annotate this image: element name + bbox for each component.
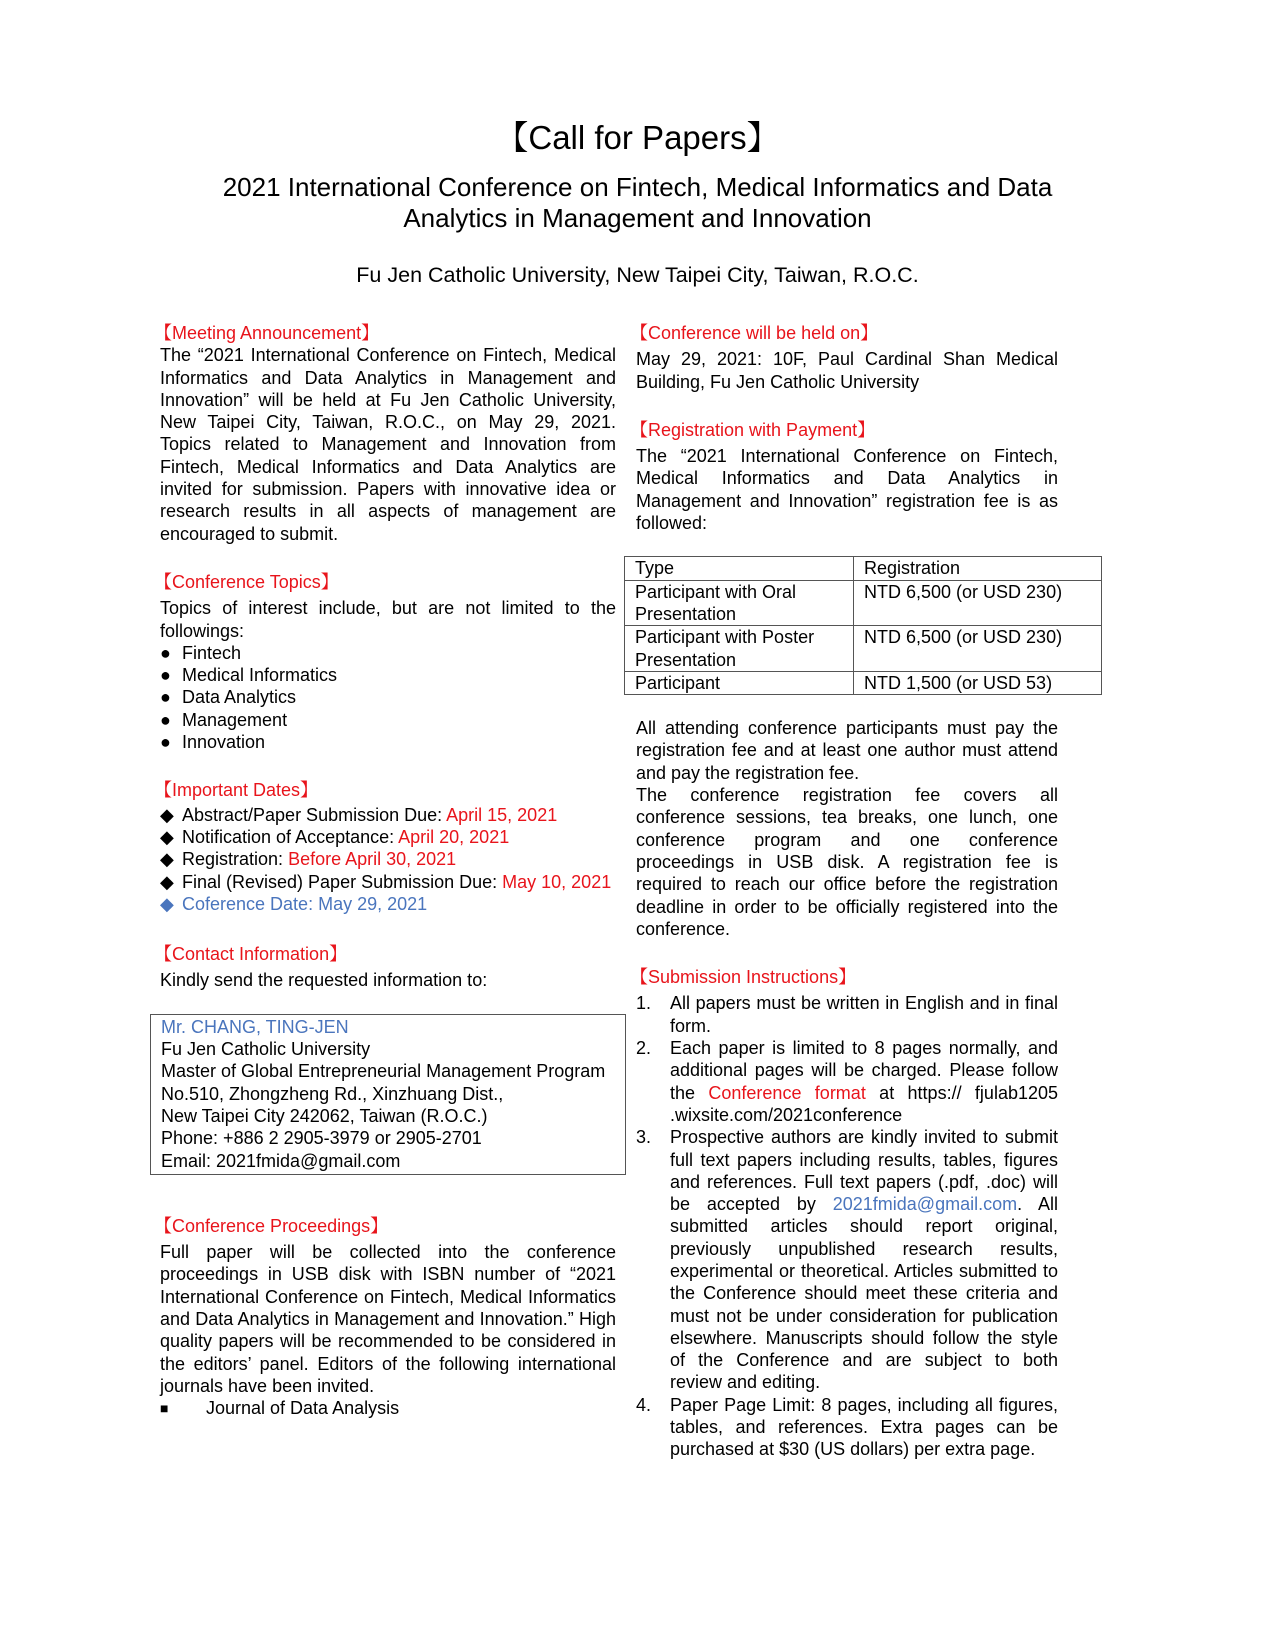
venue-body: May 29, 2021: 10F, Paul Cardinal Shan Medical Building, Fu Jen Catholic University [636, 349, 1058, 392]
contact-address-line2: New Taipei City 242062, Taiwan (R.O.C.) [161, 1105, 488, 1126]
conference-name: 2021 International Conference on Fintech, Medical Informatics and Data Analytics in Management and Innovation [222, 172, 1053, 233]
contact-information-section [154, 943, 616, 1175]
submission-email-link[interactable]: 2021fmida@gmail.com [832, 1194, 1018, 1215]
important-dates-section [154, 779, 616, 915]
conference-proceedings-section [154, 1215, 616, 1420]
meeting-announcement-section [154, 322, 616, 545]
diamond-bullet-icon: ◆ [160, 826, 174, 847]
diamond-bullet-icon: ◆ [160, 804, 174, 825]
date-value: April 20, 2021 [398, 826, 510, 847]
registration-intro: The “2021 International Conference on Fintech, Medical Informatics and Data Analytics in Management and Innovation” registration fee is as followed: [636, 446, 1058, 534]
meeting-announcement-body: The “2021 International Conference on Fintech, Medical Informatics and Data Analytics in Management and Innovation” will be held at Fu Jen Catholic University, New Taipei City, Taiwan, R.O.C., on May 29, 2021. Topics related to Management and Innovation from Fintech, Medical Informatics and Data Analytics are invited for submission. Papers with innovative idea or research results in all aspects of management are encouraged to submit. [160, 345, 616, 544]
table-row: Participant with Poster Presentation NTD 6,500 (or USD 230) [625, 626, 1102, 672]
list-item: ● Medical Informatics [160, 665, 338, 686]
topics-intro: Topics of interest include, but are not limited to the followings: [160, 598, 616, 641]
list-item: 4. Paper Page Limit: 8 pages, including all figures, tables, and references. Extra pages can be purchased at $30 (US dollars) per extra page. [636, 1394, 1058, 1460]
bullet-dot-icon: ● [160, 732, 171, 753]
contact-name: Mr. CHANG, TING-JEN [161, 1016, 349, 1037]
submission-instructions-section [630, 966, 1059, 1461]
table-row: Participant with Oral Presentation NTD 6,500 (or USD 230) [625, 580, 1102, 626]
conference-format-link[interactable]: Conference format [708, 1082, 866, 1103]
right-column [630, 322, 1063, 1461]
date-value: Before April 30, 2021 [288, 849, 457, 870]
registration-fee-table [624, 556, 1102, 695]
conference-date: Coference Date: May 29, 2021 [182, 893, 428, 914]
section-heading: 【Meeting Announcement】 [154, 323, 380, 343]
topics-list [160, 642, 616, 753]
registration-section [630, 419, 1063, 940]
section-heading: 【Registration with Payment】 [630, 419, 876, 440]
proceedings-body: Full paper will be collected into the conference proceedings in USB disk with ISBN number of “2021 International Conference on Fintech, Medical Informatics and Data Analytics in Management and Innovation.” High quality papers will be recommended to be considered in the editors’ panel. Editors of the following international journals have been invited. [160, 1242, 616, 1396]
section-heading: 【Conference Topics】 [154, 571, 339, 592]
left-column [154, 322, 616, 1419]
contact-address-line1: No.510, Zhongzheng Rd., Xinzhuang Dist., [161, 1083, 504, 1104]
list-item: ◆ Abstract/Paper Submission Due: April 15, 2021 [160, 804, 558, 825]
list-item: 3. Prospective authors are kindly invited to submit full text papers including results, tables, figures and references. Full text papers (.pdf, .doc) will be accepted by 2021fmida@gmail.com. All submitted articles should report original, previously unpublished research results, experimental or theoretical. Articles submitted to the Conference should meet these criteria and must not be under consideration for publication elsewhere. Manuscripts should follow the style of the Conference and are subject to both review and editing. [636, 1127, 1059, 1393]
date-value: May 10, 2021 [502, 871, 612, 892]
section-heading: 【Conference will be held on】 [630, 323, 879, 343]
square-bullet-icon: ■ [160, 1400, 169, 1417]
diamond-bullet-icon: ◆ [160, 849, 174, 870]
document-title: 【Call for Papers】 [495, 119, 780, 156]
dates-list [160, 804, 616, 915]
journal-item: ■ Journal of Data Analysis [160, 1398, 400, 1419]
diamond-bullet-icon: ◆ [160, 893, 174, 914]
section-heading: 【Conference Proceedings】 [154, 1215, 389, 1236]
section-heading: 【Important Dates】 [154, 780, 319, 801]
list-item [160, 893, 616, 915]
conference-topics-section [154, 571, 616, 753]
contact-intro: Kindly send the requested information to: [160, 970, 488, 991]
column-header: Type [625, 557, 854, 580]
bullet-dot-icon: ● [160, 709, 171, 730]
conference-location: Fu Jen Catholic University, New Taipei City, Taiwan, R.O.C. [356, 263, 919, 287]
list-item: ● Fintech [160, 642, 242, 663]
contact-phone: Phone: +886 2 2905-3979 or 2905-2701 [161, 1128, 482, 1149]
diamond-bullet-icon: ◆ [160, 871, 174, 892]
list-item: ◆ Notification of Acceptance: April 20, 2021 [160, 826, 510, 847]
list-item: ◆ Final (Revised) Paper Submission Due: May 10, 2021 [160, 871, 612, 892]
list-item: ◆ Registration: Before April 30, 2021 [160, 849, 457, 870]
date-value: April 15, 2021 [446, 804, 558, 825]
instructions-list [636, 992, 1058, 1460]
list-item: ● Management [160, 709, 288, 730]
bullet-dot-icon: ● [160, 665, 171, 686]
section-heading: 【Contact Information】 [154, 944, 348, 965]
section-heading: 【Submission Instructions】 [630, 967, 857, 988]
list-item: ● Innovation [160, 732, 266, 753]
bullet-dot-icon: ● [160, 687, 171, 708]
table-header-row [625, 557, 1102, 580]
table-row: Participant NTD 1,500 (or USD 53) [625, 671, 1102, 694]
list-item: 1. All papers must be written in English and in final form. [636, 993, 1058, 1036]
registration-coverage-note: The conference registration fee covers all conference sessions, tea breaks, one lunch, one conference program and one conference proceedings in USB disk. A registration fee is required to reach our office before the registration deadline in order to be officially registered into the conference. [636, 785, 1058, 939]
contact-university: Fu Jen Catholic University [161, 1039, 371, 1060]
bullet-dot-icon: ● [160, 642, 171, 663]
contact-email[interactable]: Email: 2021fmida@gmail.com [161, 1150, 401, 1171]
list-item: ● Data Analytics [160, 687, 297, 708]
column-header: Registration [854, 557, 1102, 580]
list-item: 2. Each paper is limited to 8 pages normally, and additional pages will be charged. Please follow the Conference format at https:// fjulab1205 .wixsite.com/2021conference [636, 1038, 1059, 1125]
venue-section [630, 322, 1058, 393]
registration-note: All attending conference participants must pay the registration fee and at least one author must attend and pay the registration fee. [636, 718, 1058, 783]
contact-program: Master of Global Entrepreneurial Management Program [161, 1061, 606, 1082]
contact-box [150, 1014, 626, 1175]
